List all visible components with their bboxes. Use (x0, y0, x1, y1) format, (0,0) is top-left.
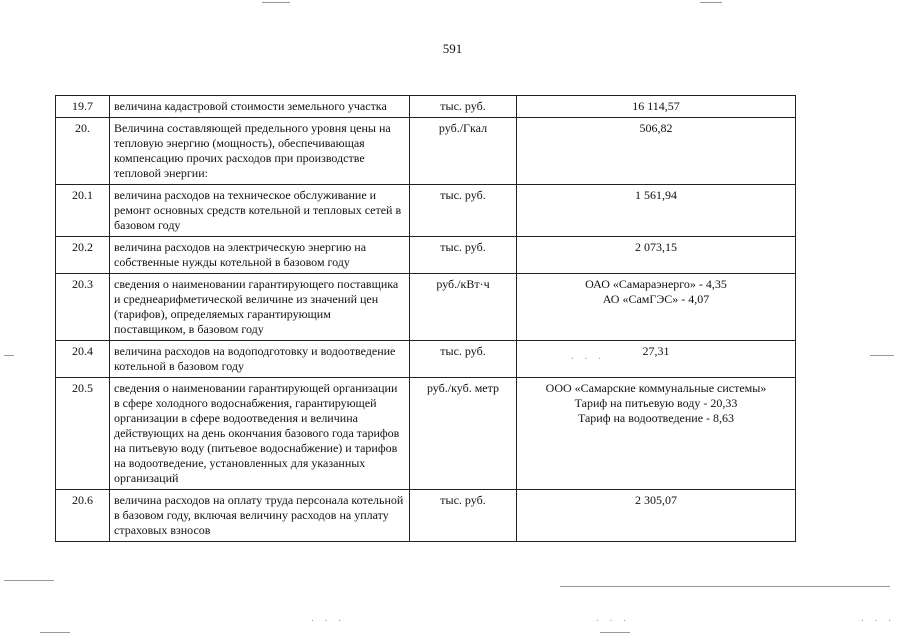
row-unit: тыс. руб. (410, 237, 517, 274)
scan-artifact: . . . (595, 614, 630, 623)
table-row (56, 274, 796, 341)
row-number: 20.3 (56, 274, 110, 341)
row-value (517, 185, 796, 237)
row-number: 20.2 (56, 237, 110, 274)
row-value (517, 490, 796, 542)
row-number: 20.5 (56, 378, 110, 490)
table-row (56, 378, 796, 490)
row-value (517, 341, 796, 378)
row-description: величина расходов на электрическую энергию на собственные нужды котельной в базовом году (110, 237, 410, 274)
value-line: 16 114,57 (632, 99, 680, 113)
row-unit: тыс. руб. (410, 96, 517, 118)
value-line: 27,31 (642, 344, 670, 358)
row-number: 19.7 (56, 96, 110, 118)
table-row (56, 96, 796, 118)
scan-artifact (262, 2, 290, 3)
row-value (517, 378, 796, 490)
scan-artifact (40, 632, 70, 633)
value-line: 2 305,07 (635, 493, 677, 507)
table-row (56, 237, 796, 274)
row-description: величина расходов на водоподготовку и водоотведение котельной в базовом году (110, 341, 410, 378)
table-row (56, 185, 796, 237)
value-line: Тариф на водоотведение - 8,63 (577, 411, 735, 425)
row-value (517, 237, 796, 274)
scan-artifact: . . . (310, 614, 345, 623)
row-unit: руб./куб. метр (410, 378, 517, 490)
row-description: Величина составляющей предельного уровня цены на тепловую энергию (мощность), обеспечивающая компенсацию прочих расходов при производстве тепловой энергии: (110, 118, 410, 185)
table-row (56, 490, 796, 542)
row-number: 20.1 (56, 185, 110, 237)
scan-artifact (700, 2, 722, 3)
row-value (517, 118, 796, 185)
table-row (56, 118, 796, 185)
row-value (517, 274, 796, 341)
scan-artifact (870, 355, 894, 356)
row-description: сведения о наименовании гарантирующего поставщика и среднеарифметической величине из значений цен (тарифов), определяемых гарантирующим поставщиком, в базовом году (110, 274, 410, 341)
data-table (55, 95, 796, 542)
row-unit: тыс. руб. (410, 490, 517, 542)
value-line: 2 073,15 (635, 240, 677, 254)
value-line: ОАО «Самараэнерго» - 4,35 (585, 277, 727, 291)
value-line: ООО «Самарские коммунальные системы» (545, 381, 767, 395)
value-line: 506,82 (639, 121, 673, 135)
row-value (517, 96, 796, 118)
row-description: величина кадастровой стоимости земельного участка (110, 96, 410, 118)
scan-artifact: . . . (570, 352, 605, 361)
row-description: сведения о наименовании гарантирующей организации в сфере холодного водоснабжения, гарантирующей организации в сфере водоотведения и величина действующих на день окончания базового года тарифов на питьевую воду (питьевое водоснабжение) и тарифов на водоотведение, установленных для указанных организаций (110, 378, 410, 490)
value-line: 1 561,94 (635, 188, 677, 202)
row-unit: тыс. руб. (410, 341, 517, 378)
value-line: АО «СамГЭС» - 4,07 (602, 292, 710, 306)
row-number: 20.6 (56, 490, 110, 542)
page-number: 591 (442, 41, 463, 56)
table-body (56, 96, 796, 542)
row-number: 20.4 (56, 341, 110, 378)
scan-artifact (560, 586, 890, 587)
row-unit: руб./Гкал (410, 118, 517, 185)
row-description: величина расходов на техническое обслуживание и ремонт основных средств котельной и тепловых сетей в базовом году (110, 185, 410, 237)
value-line: Тариф на питьевую воду - 20,33 (574, 396, 738, 410)
row-number: 20. (56, 118, 110, 185)
table-row (56, 341, 796, 378)
scan-artifact (4, 580, 54, 581)
row-unit: руб./кВт·ч (410, 274, 517, 341)
row-description: величина расходов на оплату труда персонала котельной в базовом году, включая величину расходов на уплату страховых взносов (110, 490, 410, 542)
scan-artifact: . . . (860, 614, 895, 623)
scan-artifact (600, 632, 630, 633)
scan-artifact (4, 355, 14, 356)
row-unit: тыс. руб. (410, 185, 517, 237)
